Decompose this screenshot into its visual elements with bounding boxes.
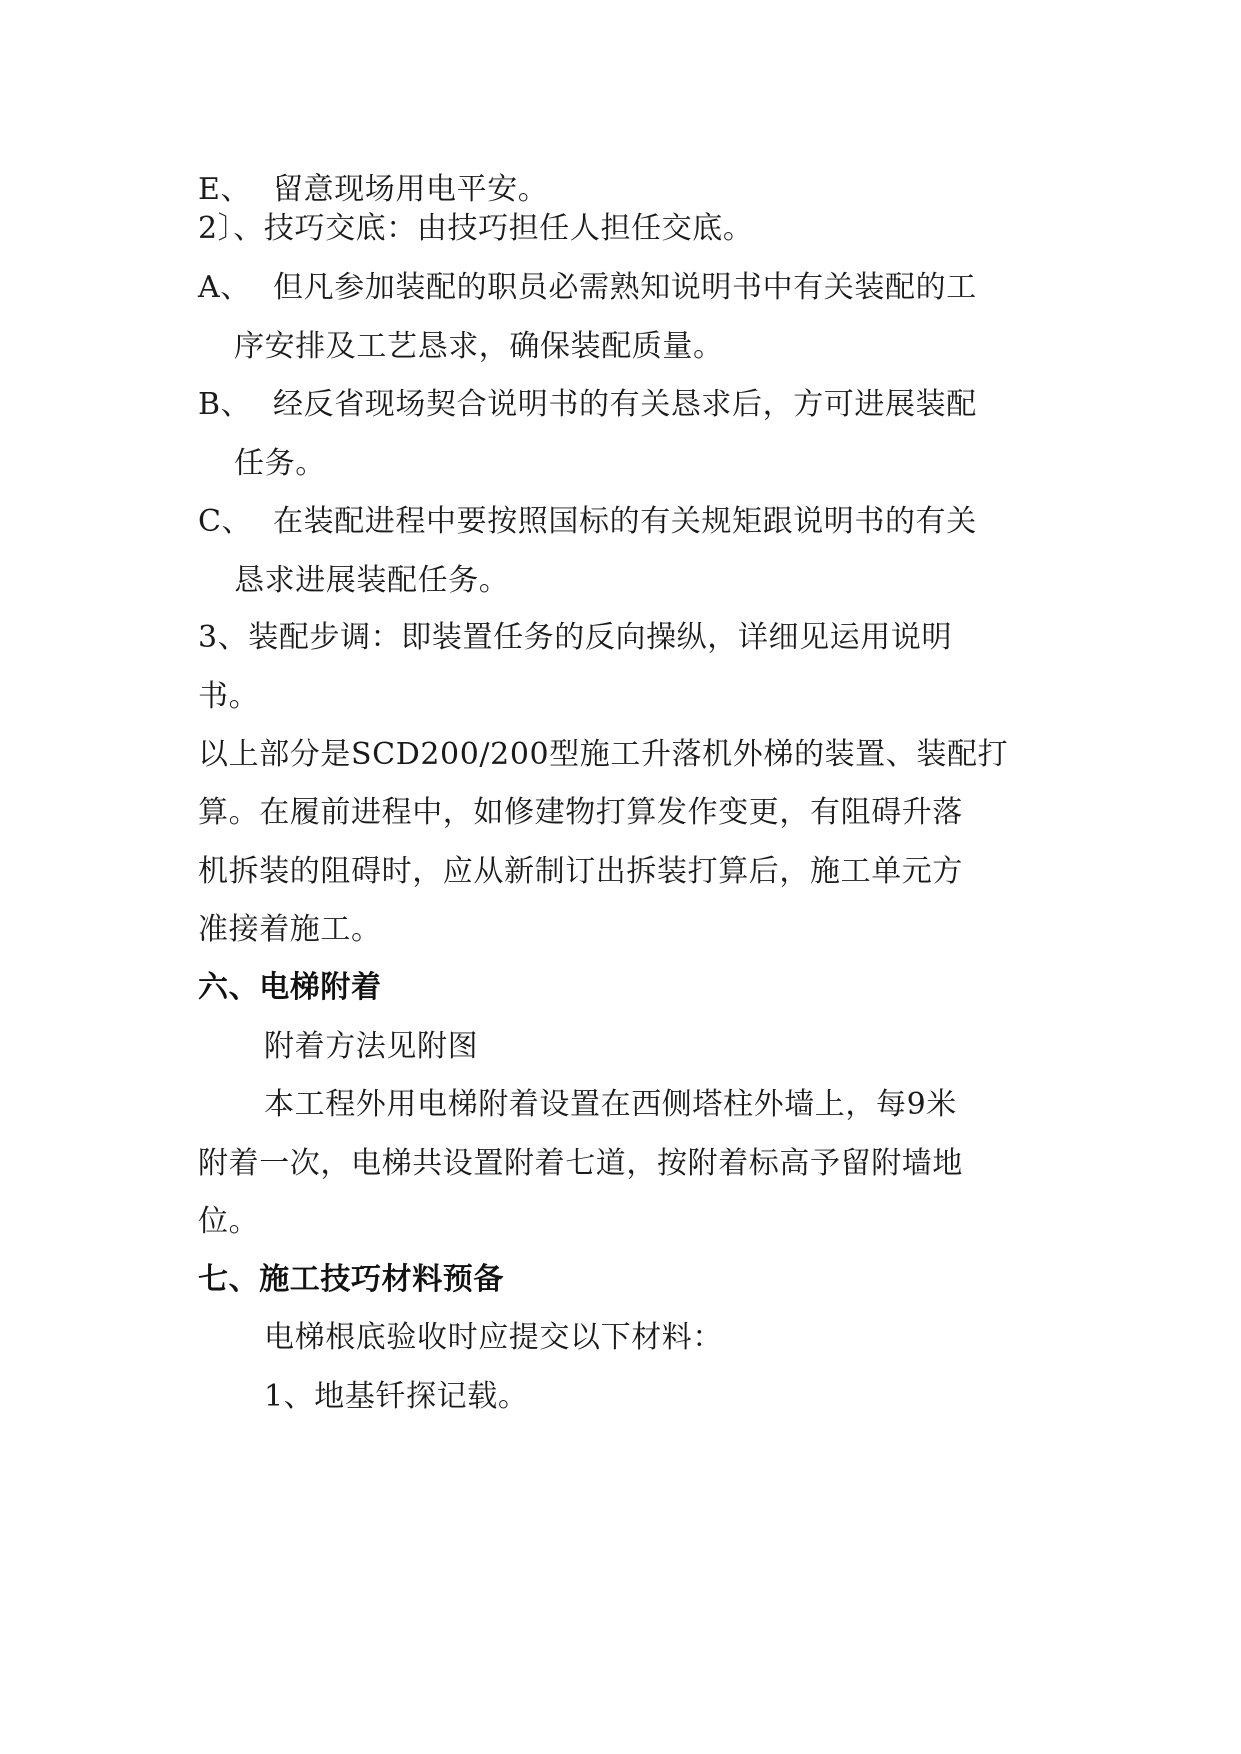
attachment-paragraph-line-1: 本工程外用电梯附着设置在西侧塔柱外墙上，每9米	[264, 1087, 957, 1122]
item-b-marker: B、	[198, 387, 252, 422]
section-2-technical-briefing: 2〕、技巧交底：由技巧担任人担任交底。	[198, 211, 754, 246]
materials-intro-line: 电梯根底验收时应提交以下材料：	[264, 1320, 723, 1355]
item-a-continuation: 序安排及工艺恳求，确保装配质量。	[234, 329, 724, 364]
item-a-text: 但凡参加装配的职员必需熟知说明书中有关装配的工	[273, 270, 977, 305]
item-c	[198, 502, 1078, 542]
attachment-paragraph-line-3: 位。	[198, 1204, 260, 1239]
item-c-text: 在装配进程中要按照国标的有关规矩跟说明书的有关	[273, 504, 977, 539]
item-b-continuation: 任务。	[234, 446, 326, 481]
summary-paragraph-line-1: 以上部分是SCD200/200型施工升落机外梯的装置、装配打	[198, 737, 1009, 772]
section-3-continuation: 书。	[198, 679, 260, 714]
attachment-method-line: 附着方法见附图	[264, 1029, 479, 1064]
item-b-text: 经反省现场契合说明书的有关恳求后，方可进展装配	[273, 387, 977, 422]
item-c-continuation: 恳求进展装配任务。	[234, 563, 510, 598]
item-e-marker: E、	[198, 172, 252, 207]
attachment-paragraph-line-2: 附着一次，电梯共设置附着七道，按附着标高予留附墙地	[198, 1146, 963, 1181]
item-e	[198, 170, 1078, 210]
section-3-assembly-steps: 3、装配步调：即装置任务的反向操纵，详细见运用说明	[198, 620, 953, 655]
item-b	[198, 385, 1078, 425]
summary-paragraph-line-4: 准接着施工。	[198, 912, 382, 947]
summary-paragraph-line-2: 算。在履前进程中，如修建物打算发作变更，有阻碍升落	[198, 795, 963, 830]
materials-item-1: 1、地基钎探记载。	[264, 1379, 529, 1414]
item-c-marker: C、	[198, 504, 253, 539]
item-e-text: 留意现场用电平安。	[273, 172, 549, 207]
summary-paragraph-line-3: 机拆装的阻碍时，应从新制订出拆装打算后，施工单元方	[198, 854, 963, 889]
heading-section-6: 六、电梯附着	[198, 970, 382, 1005]
item-a	[198, 268, 1078, 308]
item-a-marker: A、	[198, 270, 251, 305]
heading-section-7: 七、施工技巧材料预备	[198, 1262, 504, 1297]
